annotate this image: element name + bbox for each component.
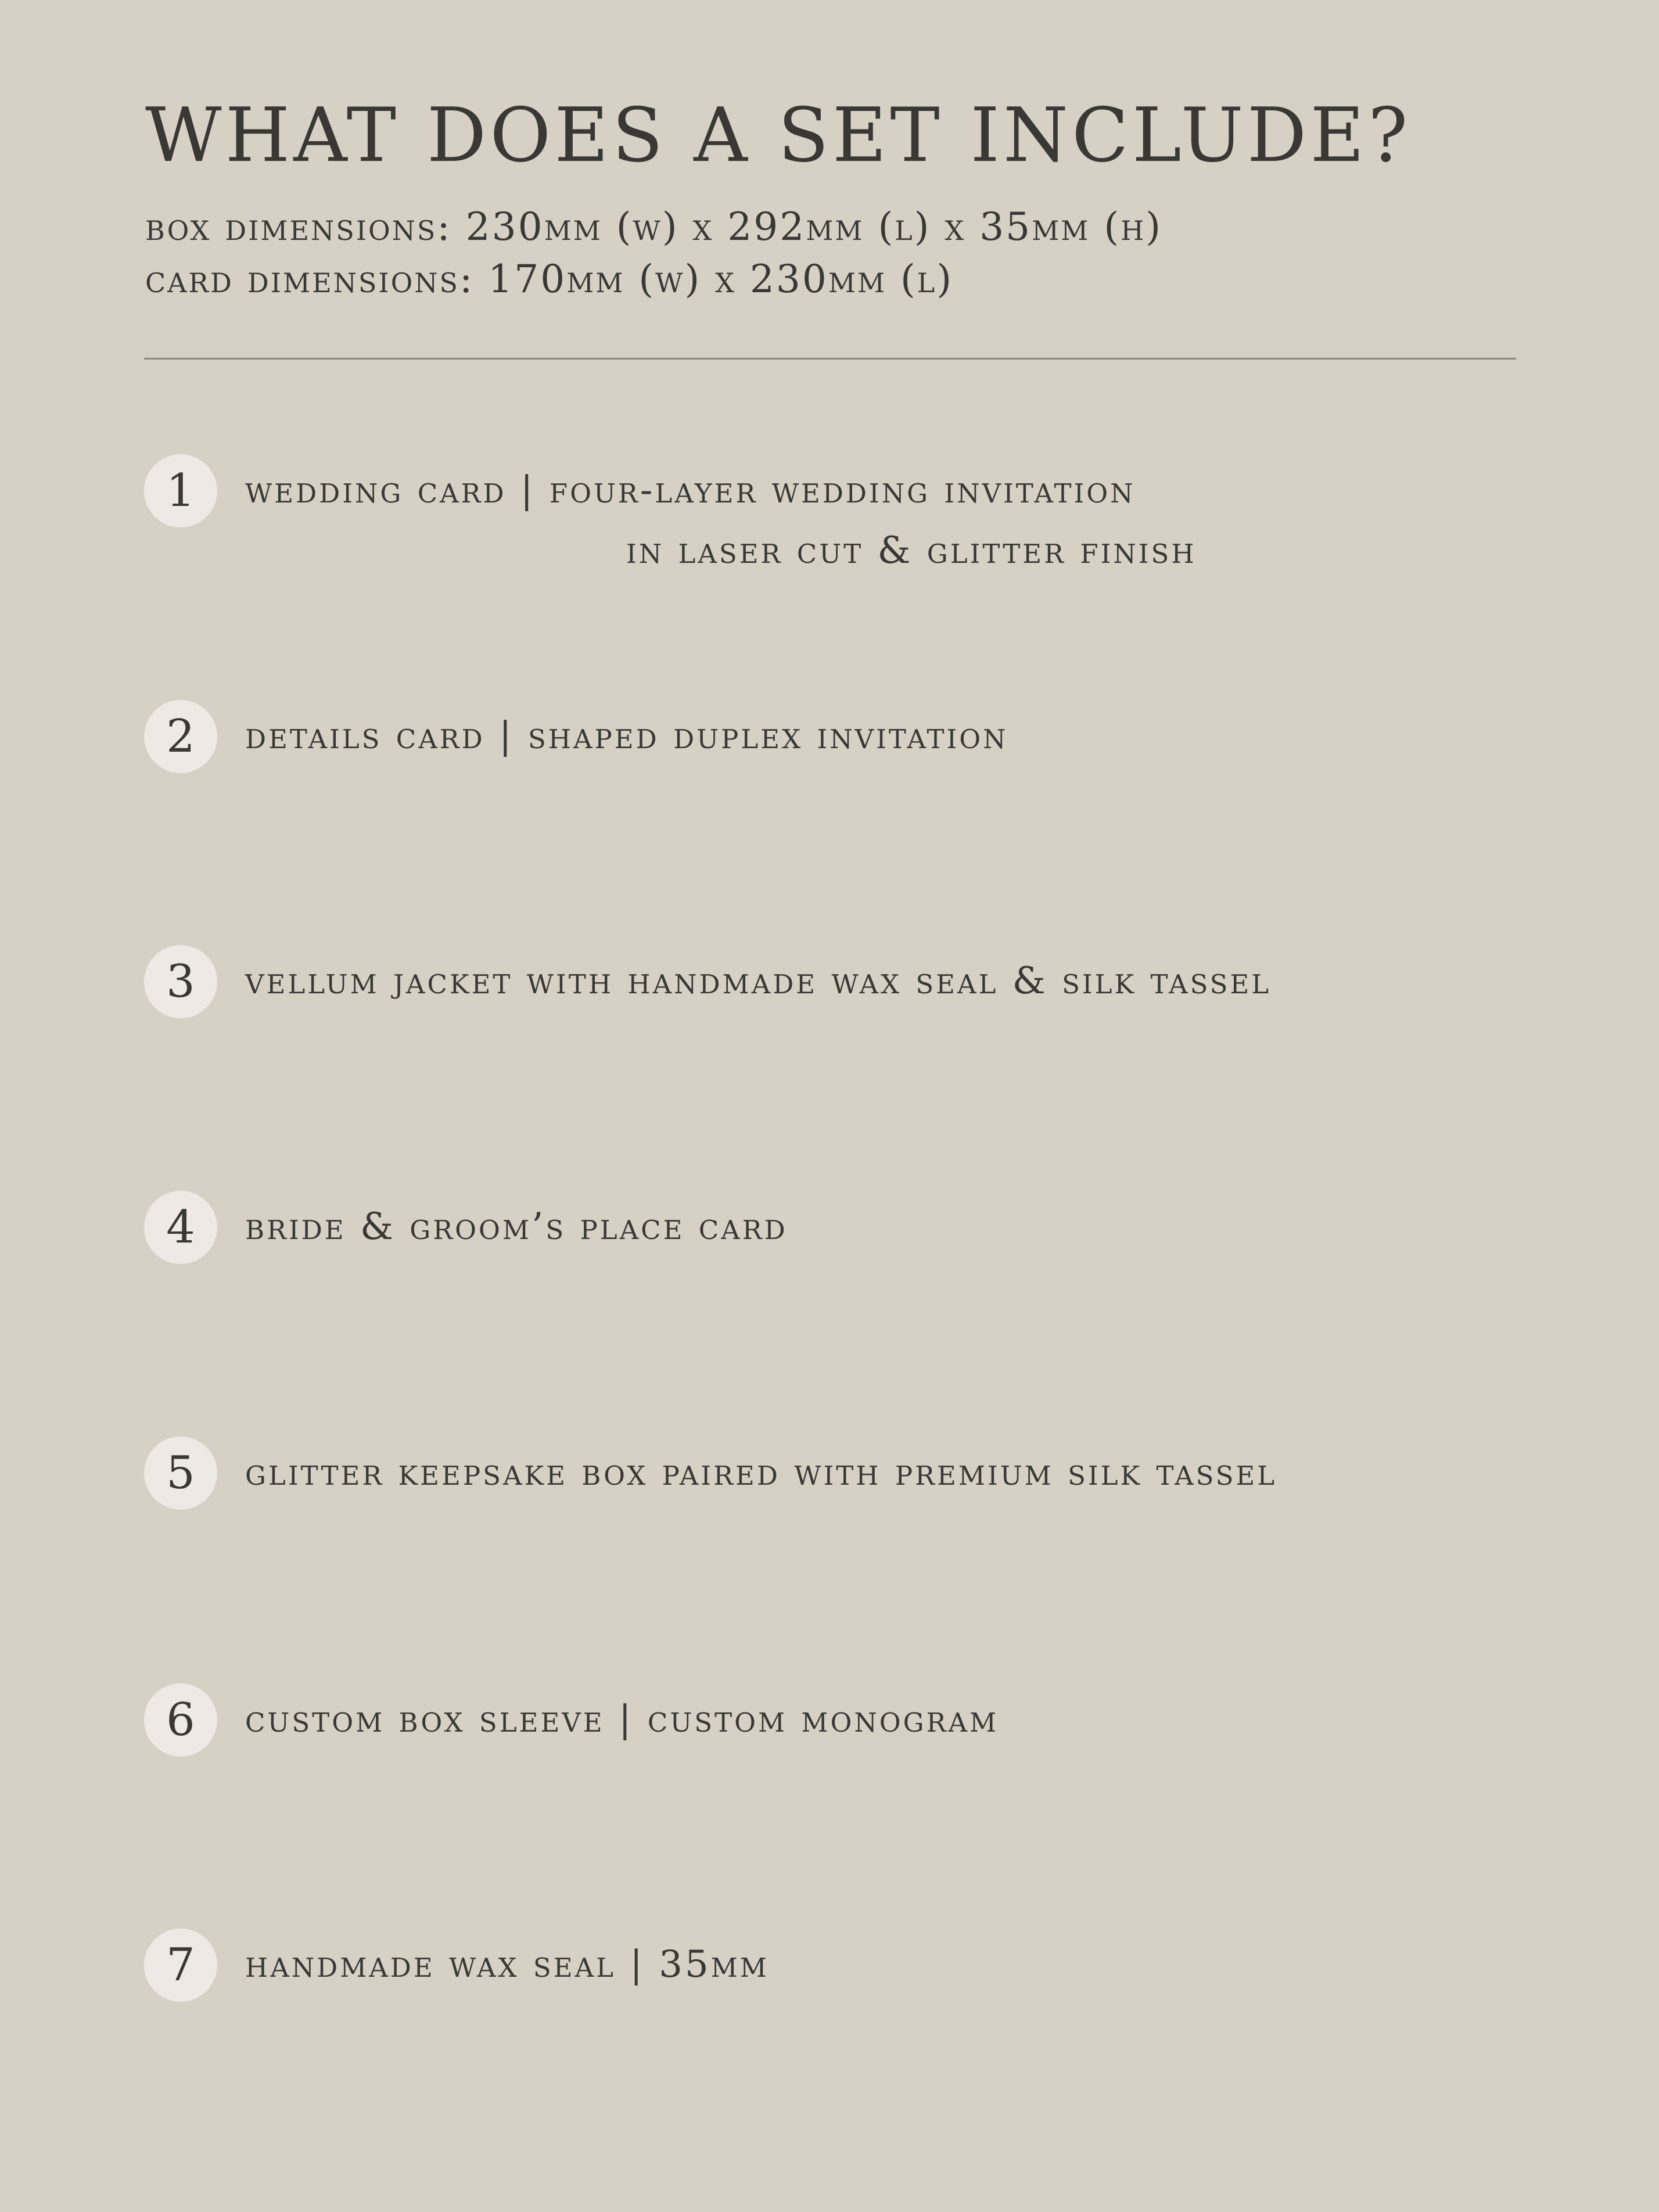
card-dimensions: card dimensions: 170mm (w) x 230mm (l): [145, 257, 954, 301]
number-badge: 5: [144, 1437, 217, 1510]
item-label: wedding card | four-layer wedding invitation: [245, 469, 1136, 512]
item-label: vellum jacket with handmade wax seal & silk tassel: [245, 960, 1272, 1003]
number-badge: 1: [144, 454, 217, 527]
item-label: glitter keepsake box paired with premium silk tassel: [245, 1451, 1277, 1494]
page-title: WHAT DOES A SET INCLUDE?: [145, 92, 1412, 179]
number-badge: 7: [144, 1929, 217, 2002]
number-badge: 6: [144, 1683, 217, 1757]
box-dimensions: box dimensions: 230mm (w) x 292mm (l) x 35mm (h): [145, 204, 1162, 249]
item-label: handmade wax seal | 35mm: [245, 1943, 769, 1986]
divider: [144, 358, 1516, 360]
number-badge: 3: [144, 945, 217, 1018]
number-badge: 4: [144, 1191, 217, 1264]
item-label-continued: in laser cut & glitter finish: [626, 529, 1197, 572]
number-badge: 2: [144, 700, 217, 773]
item-label: details card | shaped duplex invitation: [245, 714, 1008, 757]
item-label: custom box sleeve | custom monogram: [245, 1698, 999, 1741]
item-label: bride & groom’s place card: [245, 1205, 788, 1248]
